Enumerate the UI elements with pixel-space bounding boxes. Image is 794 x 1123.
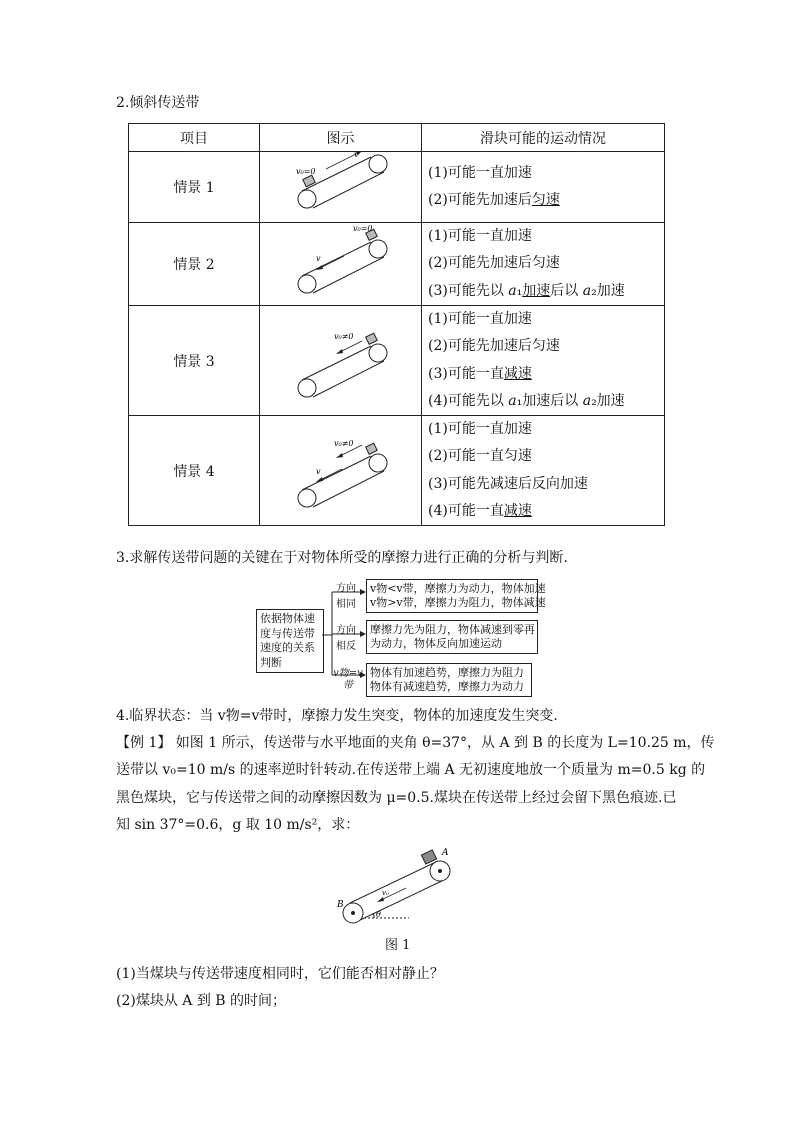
motion-cell: (1)可能一直加速 (2)可能先加速后匀速 (3)可能先以 a₁加速后以 a₂加速	[422, 223, 665, 306]
section-3-text: 3.求解传送带问题的关键在于对物体所受的摩擦力进行正确的分析与判断.	[116, 550, 568, 566]
label-B: B	[337, 900, 344, 910]
svg-text:v₀≠0: v₀≠0	[333, 438, 354, 448]
branch-box-opposite: 摩擦力先为阻力，物体减速到零再 为动力，物体反向加速运动	[366, 620, 538, 654]
branch-box-equal: 物体有加速趋势，摩擦力为阻力 物体有减速趋势，摩擦力为动力	[366, 663, 532, 697]
motion-cell	[422, 152, 665, 223]
belt-diagram-1	[266, 152, 416, 218]
scene-label: 情景 1	[129, 152, 260, 223]
table-row	[129, 416, 665, 526]
branch-label-opposite: 方向 相反	[336, 625, 356, 652]
svg-text:v₀≠0: v₀≠0	[333, 331, 354, 341]
fig-label-v: v	[353, 152, 359, 159]
fig-label-v0: v₀=0	[295, 167, 316, 176]
svg-text:v₀=0: v₀=0	[352, 224, 373, 233]
svg-text:v: v	[315, 466, 321, 476]
example-line: 【例 1】 如图 1 所示，传送带与水平地面的夹角 θ=37°，从 A 到 B 的长度为 L=10.25 m，传	[116, 735, 715, 751]
branch-box-same: v物<v带，摩擦力为动力，物体加速 v物>v带，摩擦力为阻力，物体减速	[366, 579, 538, 613]
section-4-text: 4.临界状态：当 v物=v带时，摩擦力发生突变，物体的加速度发生突变.	[116, 708, 558, 724]
belt-diagram-4	[266, 419, 416, 519]
motion-line: (1)可能一直加速	[428, 164, 532, 181]
figure-1-belt	[334, 845, 460, 927]
table-row	[129, 306, 665, 416]
example-line: 黑色煤块，它与传送带之间的动摩擦因数为 μ=0.5.煤块在传送带上经过会留下黑色痕迹.已	[116, 790, 677, 806]
motion-cell: (1)可能一直加速 (2)可能一直匀速 (3)可能先减速后反向加速 (4)可能一直减速	[422, 416, 665, 526]
table-row	[129, 152, 665, 223]
branch-label-same: 方向 相同	[336, 583, 356, 610]
header-motion: 滑块可能的运动情况	[422, 124, 665, 152]
motion-cell: (1)可能一直加速 (2)可能先加速后匀速 (3)可能一直减速 (4)可能先以 a₁加速后以 a₂加速	[422, 306, 665, 416]
scene-label: 情景 3	[129, 306, 260, 416]
question-2: (2)煤块从 A 到 B 的时间；	[116, 993, 287, 1009]
scene-label: 情景 2	[129, 223, 260, 306]
scene-label: 情景 4	[129, 416, 260, 526]
table-header-row	[129, 124, 665, 152]
belt-figure	[260, 306, 422, 416]
belt-figure	[260, 416, 422, 526]
branch-label-equal: v物=v带	[333, 668, 363, 691]
label-A: A	[442, 848, 449, 858]
belt-diagram-2	[266, 223, 416, 301]
flowchart-root: 依据物体速 度与传送带 速度的关系 判断	[256, 609, 324, 673]
table-row	[129, 223, 665, 306]
belt-figure	[260, 223, 422, 306]
example-line: 知 sin 37°=0.6，g 取 10 m/s²，求：	[116, 817, 360, 833]
motion-line: (2)可能先加速后匀速	[428, 192, 560, 208]
header-figure: 图示	[260, 124, 422, 152]
question-1: (1)当煤块与传送带速度相同时，它们能否相对静止？	[116, 966, 444, 982]
section-2-title: 2.倾斜传送带	[116, 95, 200, 111]
svg-text:v: v	[315, 254, 321, 263]
inclined-belt-table	[128, 123, 665, 526]
belt-diagram-3	[266, 309, 416, 409]
example-line: 送带以 v₀=10 m/s 的速率逆时针转动.在传送带上端 A 无初速度地放一个质量为 m=0.5 kg 的	[116, 762, 706, 778]
belt-figure	[260, 152, 422, 223]
label-v0: v₀	[382, 889, 389, 897]
label-theta: θ	[376, 910, 381, 919]
figure-1-caption: 图 1	[385, 938, 411, 953]
header-item: 项目	[129, 124, 260, 152]
